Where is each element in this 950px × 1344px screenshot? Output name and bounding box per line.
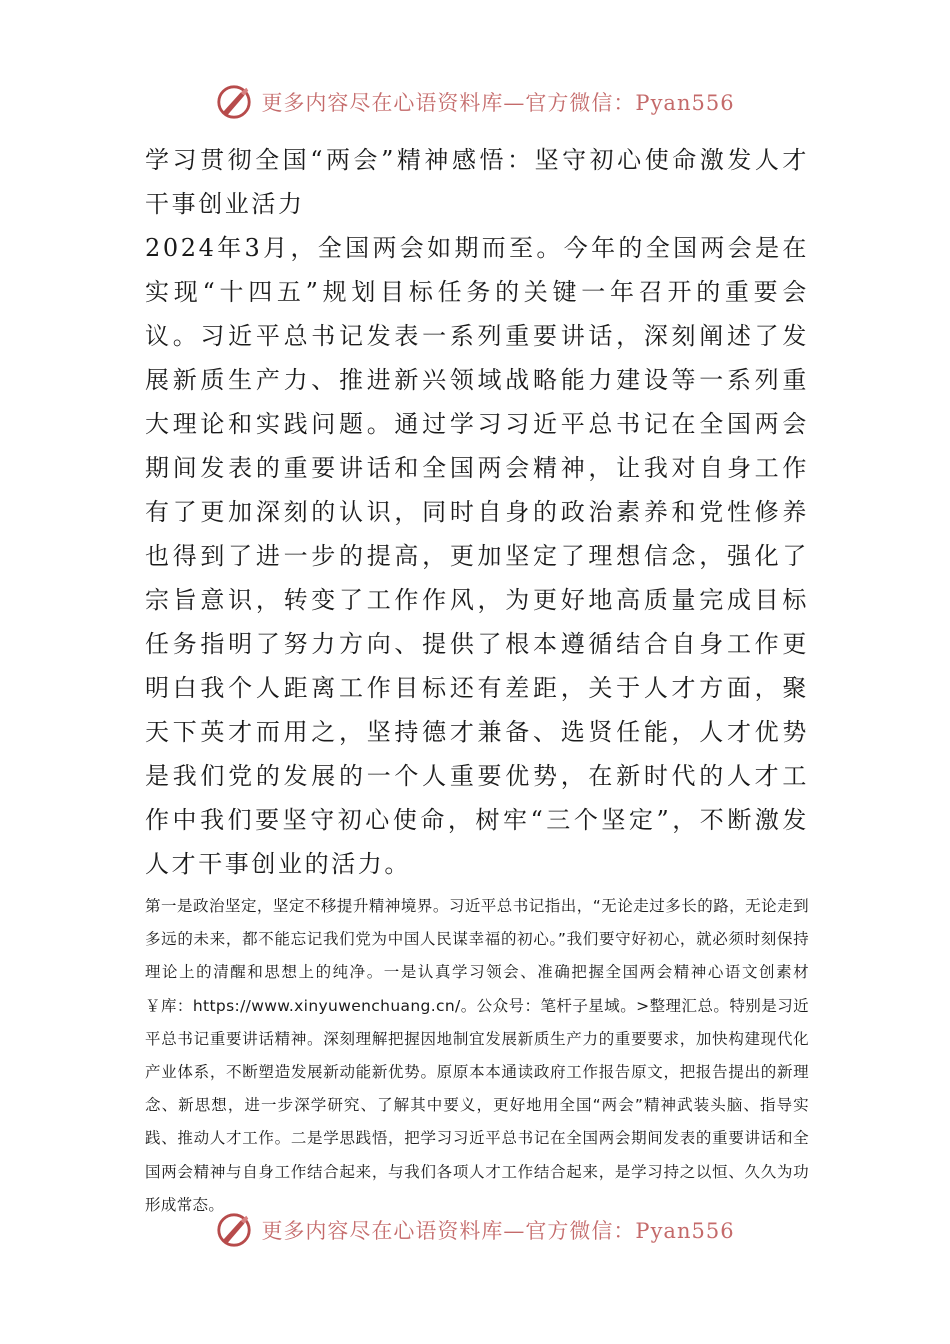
paragraph-first-point: 第一是政治坚定，坚定不移提升精神境界。习近平总书记指出，“无论走过多长的路，无论走到多远的未来，都不能忘记我们党为中国人民谋幸福的初心。”我们要守好初心，就必须时刻保持理论上的清醒和思想上的纯净。一是认真学习领会、准确把握全国两会精神心语文创素材￥库：https://www.xinyuwenchuang.cn/。公众号：笔杆子星域。>整理汇总。特别是习近平总书记重要讲话精神。深刻理解把握因地制宜发展新质生产力的重要要求，加快构建现代化产业体系，不断塑造发展新动能新优势。原原本本通读政府工作报告原文，把报告提出的新理念、新思想，进一步深学研究、了解其中要义，更好地用全国“两会”精神武装头脑、指导实践、推动人才工作。二是学思践悟，把学习习近平总书记在全国两会期间发表的重要讲话和全国两会精神与自身工作结合起来，与我们各项人才工作结合起来，是学习持之以恒、久久为功形成常态。 <box>145 897 809 1214</box>
paragraph-intro: 2024年3月，全国两会如期而至。今年的全国两会是在实现“十四五”规划目标任务的关键一年召开的重要会议。习近平总书记发表一系列重要讲话，深刻阐述了发展新质生产力、推进新兴领域战略能力建设等一系列重大理论和实践问题。通过学习习近平总书记在全国两会期间发表的重要讲话和全国两会精神，让我对自身工作有了更加深刻的认识，同时自身的政治素养和党性修养也得到了进一步的提高，更加坚定了理想信念，强化了宗旨意识，转变了工作作风，为更好地高质量完成目标任务指明了努力方向、提供了根本遵循结合自身工作更明白我个人距离工作目标还有差距，关于人才方面，聚天下英才而用之，坚持德才兼备、选贤任能，人才优势是我们党的发展的一个人重要优势，在新时代的人才工作中我们要坚守初心使命，树牢“三个坚定”，不断激发人才干事创业的活力。 <box>145 234 809 878</box>
document-title: 学习贯彻全国“两会”精神感悟：坚守初心使命激发人才干事创业活力 <box>145 146 809 218</box>
footer-watermark-banner <box>0 1208 950 1252</box>
watermark-text: 更多内容尽在心语资料库—官方微信：Pyan556 <box>261 91 735 115</box>
document-body <box>145 138 809 1222</box>
header-watermark-banner <box>0 80 950 124</box>
watermark-text: 更多内容尽在心语资料库—官方微信：Pyan556 <box>261 1219 735 1243</box>
pen-nib-circle-icon <box>215 83 253 121</box>
pen-nib-circle-icon <box>215 1211 253 1249</box>
